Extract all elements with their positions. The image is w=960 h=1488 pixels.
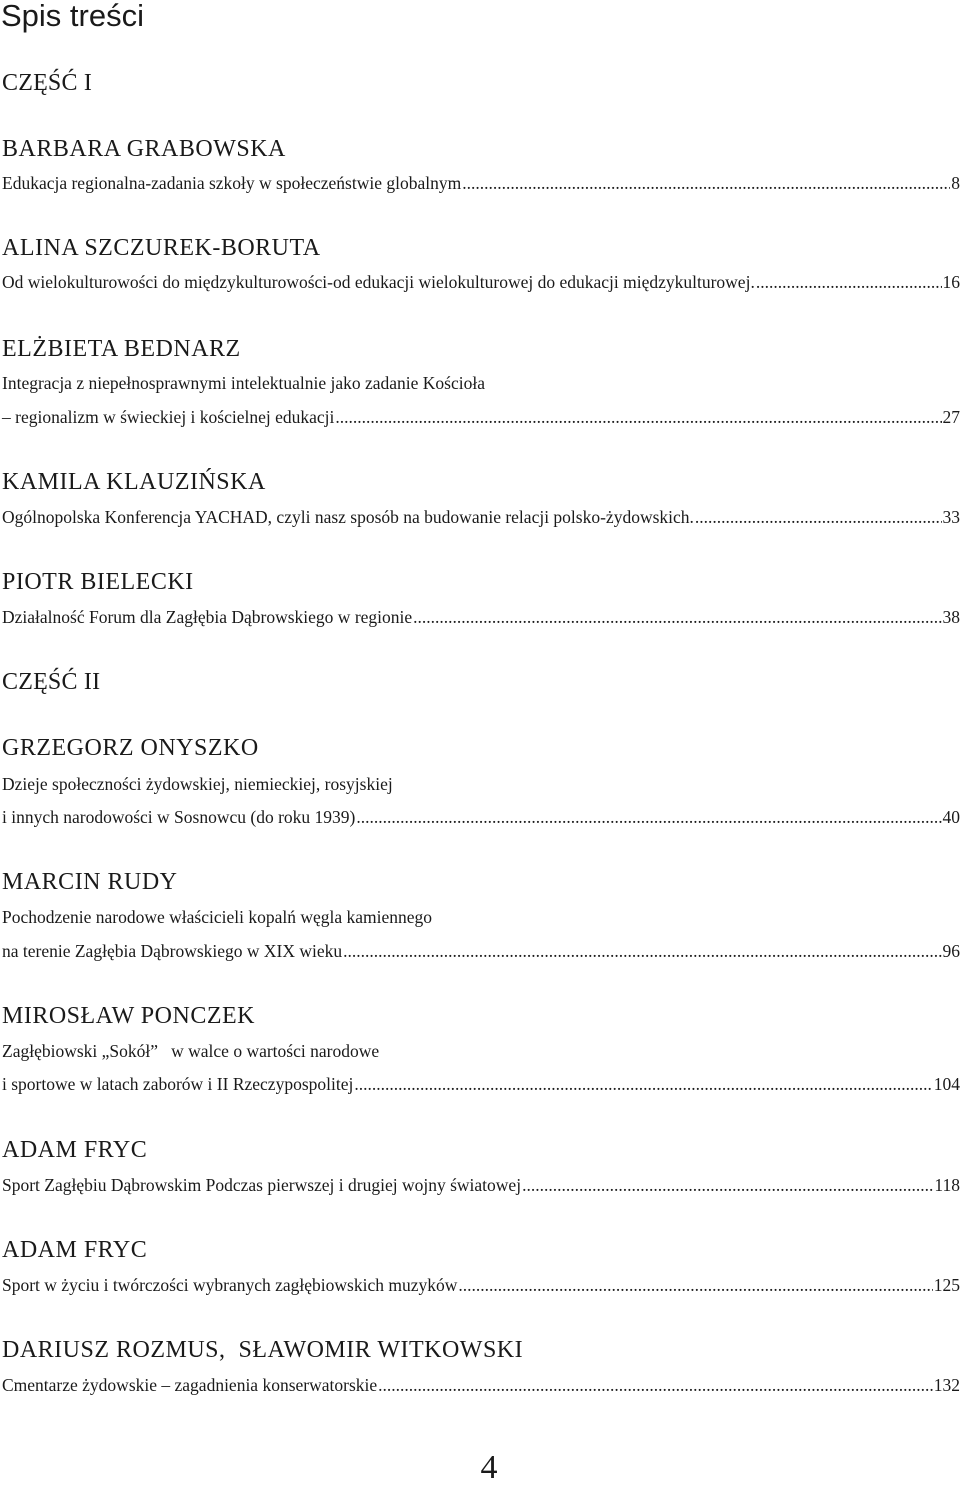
dot-leader (695, 505, 942, 529)
author-name: MARCIN RUDY (2, 867, 178, 897)
entry-title-line: Dzieje społeczności żydowskiej, niemieckiej, rosyjskiej (2, 772, 393, 796)
entry-page-number: 96 (943, 939, 960, 963)
author-name: ALINA SZCZUREK-BORUTA (2, 233, 321, 263)
entry-title: – regionalizm w świeckiej i kościelnej edukacji (2, 405, 334, 429)
dot-leader (458, 1273, 932, 1297)
entry-title: Ogólnopolska Konferencja YACHAD, czyli nasz sposób na budowanie relacji polsko-żydowskich. (2, 505, 694, 529)
entry-title: Cmentarze żydowskie – zagadnienia konserwatorskie (2, 1373, 377, 1397)
dot-leader (335, 405, 941, 429)
toc-entry-link[interactable] (2, 1273, 960, 1297)
author-name: ADAM FRYC (2, 1135, 147, 1165)
page-number: 4 (0, 1448, 960, 1488)
toc-entry-link[interactable] (2, 171, 960, 195)
entry-title: Sport Zagłębiu Dąbrowskim Podczas pierwszej i drugiej wojny światowej (2, 1173, 521, 1197)
dot-leader (462, 171, 950, 195)
entry-title: Edukacja regionalna-zadania szkoły w społeczeństwie globalnym (2, 171, 461, 195)
toc-entry-link[interactable] (2, 270, 960, 294)
toc-entry-link[interactable] (2, 939, 960, 963)
page-title: Spis treści (1, 0, 144, 36)
entry-page-number: 33 (943, 505, 960, 529)
entry-page-number: 132 (934, 1373, 960, 1397)
dot-leader (343, 939, 941, 963)
part-heading-one: CZĘŚĆ I (2, 68, 92, 98)
entry-page-number: 38 (943, 605, 960, 629)
entry-title: i innych narodowości w Sosnowcu (do roku 1939) (2, 805, 355, 829)
entry-title: Sport w życiu i twórczości wybranych zagłębiowskich muzyków (2, 1273, 457, 1297)
entry-title-line: Zagłębiowski „Sokół” w walce o wartości narodowe (2, 1039, 379, 1063)
dot-leader (354, 1072, 932, 1096)
entry-title-line: Pochodzenie narodowe właścicieli kopalń węgla kamiennego (2, 905, 432, 929)
entry-page-number: 27 (943, 405, 960, 429)
author-name: ADAM FRYC (2, 1235, 147, 1265)
dot-leader (356, 805, 941, 829)
entry-page-number: 118 (934, 1173, 960, 1197)
toc-entry-link[interactable] (2, 405, 960, 429)
entry-title: na terenie Zagłębia Dąbrowskiego w XIX wieku (2, 939, 342, 963)
author-name: ELŻBIETA BEDNARZ (2, 334, 241, 364)
part-heading-two: CZĘŚĆ II (2, 667, 100, 697)
toc-entry-link[interactable] (2, 805, 960, 829)
toc-entry-link[interactable] (2, 1373, 960, 1397)
entry-page-number: 40 (943, 805, 960, 829)
author-name: DARIUSZ ROZMUS, SŁAWOMIR WITKOWSKI (2, 1335, 523, 1365)
entry-page-number: 8 (951, 171, 960, 195)
author-name: PIOTR BIELECKI (2, 567, 194, 597)
author-name: KAMILA KLAUZIŃSKA (2, 467, 266, 497)
author-name: BARBARA GRABOWSKA (2, 134, 286, 164)
entry-title-line: Integracja z niepełnosprawnymi intelektualnie jako zadanie Kościoła (2, 371, 485, 395)
entry-page-number: 16 (943, 270, 960, 294)
dot-leader (522, 1173, 933, 1197)
toc-entry-link[interactable] (2, 605, 960, 629)
entry-title: i sportowe w latach zaborów i II Rzeczypospolitej (2, 1072, 353, 1096)
toc-entry-link[interactable] (2, 1072, 960, 1096)
dot-leader (378, 1373, 933, 1397)
toc-entry-link[interactable] (2, 505, 960, 529)
entry-page-number: 125 (934, 1273, 960, 1297)
entry-page-number: 104 (934, 1072, 960, 1096)
entry-title: Działalność Forum dla Zagłębia Dąbrowskiego w regionie (2, 605, 412, 629)
toc-entry-link[interactable] (2, 1173, 960, 1197)
dot-leader (756, 270, 942, 294)
entry-title: Od wielokulturowości do międzykulturowości-od edukacji wielokulturowej do edukacji międzykulturowej. (2, 270, 755, 294)
author-name: MIROSŁAW PONCZEK (2, 1001, 255, 1031)
author-name: GRZEGORZ ONYSZKO (2, 733, 259, 763)
dot-leader (413, 605, 941, 629)
